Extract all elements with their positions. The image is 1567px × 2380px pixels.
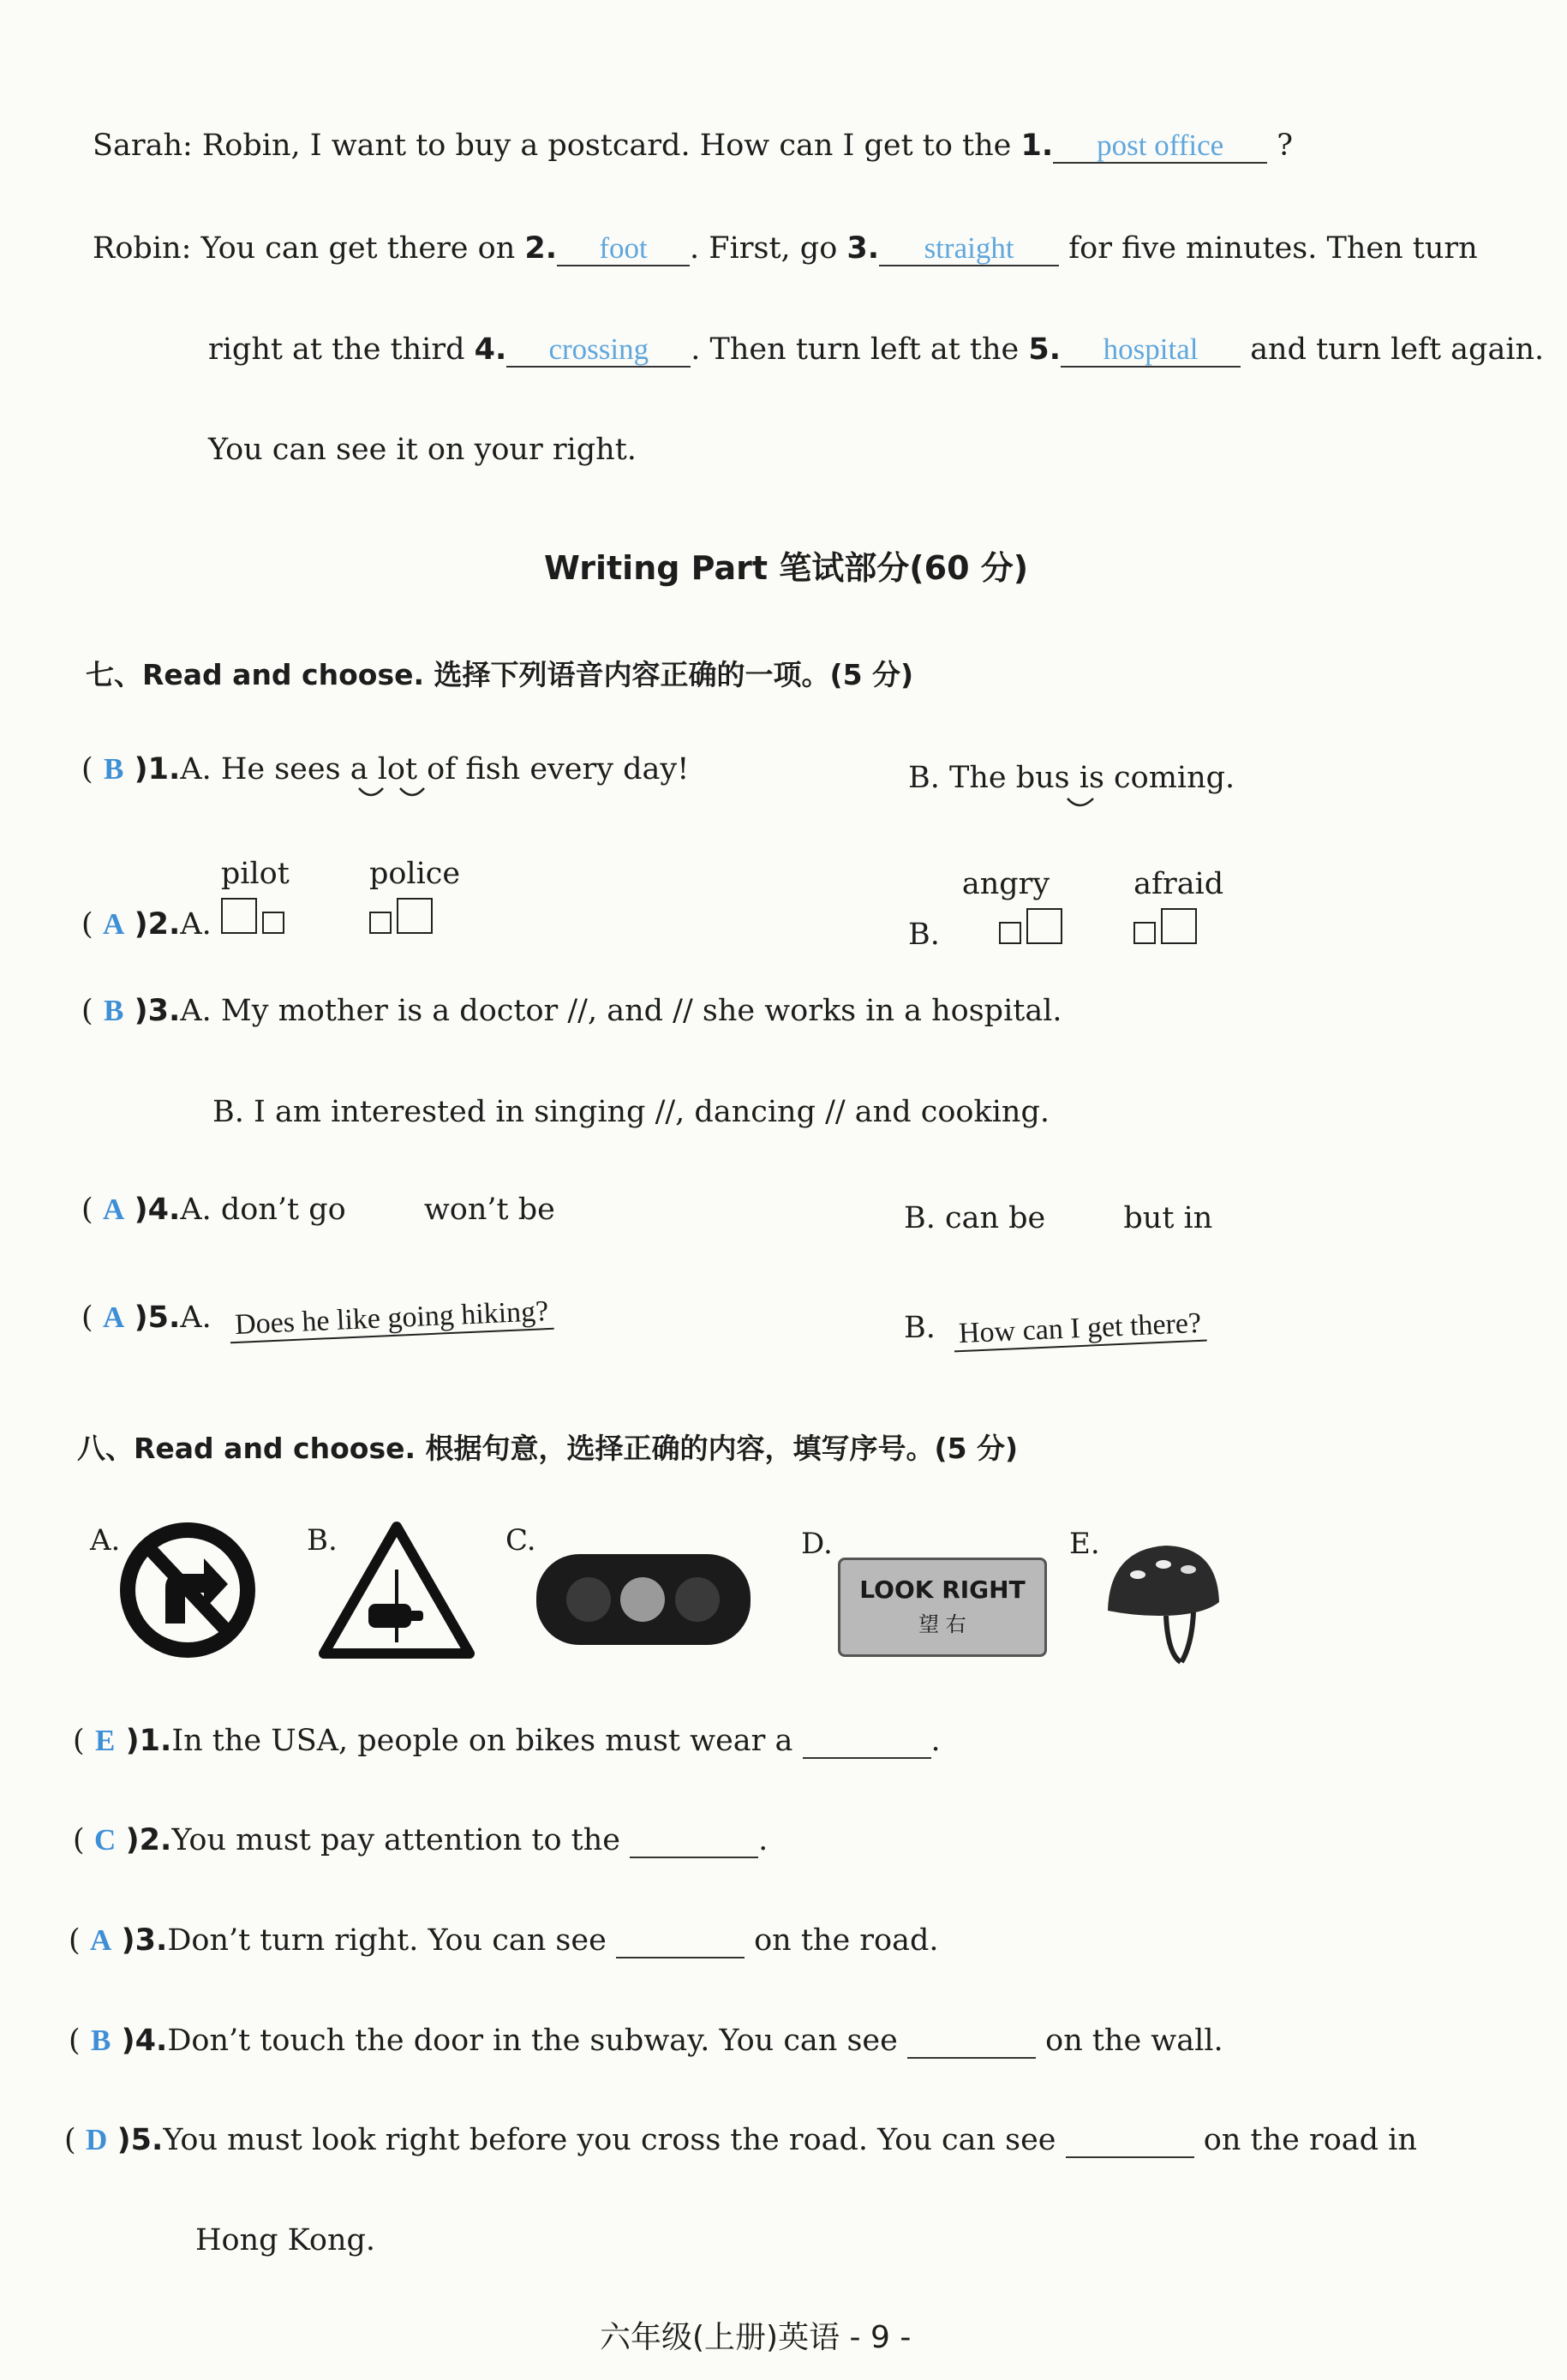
dialogue-line-4: You can see it on your right. xyxy=(208,433,637,467)
speaker-sarah: Sarah: xyxy=(93,129,193,163)
option-text: police xyxy=(368,857,461,891)
do-not-touch-door-icon xyxy=(315,1518,478,1664)
answer-blank-1[interactable]: post office xyxy=(1053,130,1267,164)
option-label: A. xyxy=(180,1193,212,1227)
sign-label-c: C. xyxy=(505,1523,536,1558)
s7-q2-option-b xyxy=(908,867,1242,952)
sign-label-d: D. xyxy=(801,1527,833,1561)
option-label: B. xyxy=(908,918,940,952)
stress-box-big xyxy=(1161,908,1197,944)
s8-q3-answer[interactable]: A xyxy=(90,1923,112,1957)
word-pilot xyxy=(221,857,290,934)
option-label: A. xyxy=(180,907,212,942)
dialogue-line-1 xyxy=(93,129,1293,164)
traffic-light-icon xyxy=(533,1551,754,1649)
s7-q3-option-b xyxy=(212,1095,1050,1129)
s7-q2-answer[interactable]: A xyxy=(103,907,125,941)
section-8-title: 八、Read and choose. 根据句意，选择正确的内容，填写序号。(5 分) xyxy=(77,1432,1019,1465)
s7-q1-option-b xyxy=(908,761,1235,795)
option-label: A. xyxy=(180,752,212,786)
question-number: )2. xyxy=(125,1823,172,1857)
page-footer: 六年级(上册)英语 - 9 - xyxy=(600,2320,912,2355)
intonation-sentence: How can I get there? xyxy=(953,1307,1207,1353)
blank-number: 4. xyxy=(474,332,507,367)
s8-q3-blank[interactable] xyxy=(616,1925,745,1958)
option-text: don’t go xyxy=(220,1193,346,1227)
linking-phrase xyxy=(350,752,456,786)
speaker-robin: Robin: xyxy=(93,231,192,266)
option-label: A. xyxy=(180,1301,212,1335)
question-text: Don’t turn right. You can see xyxy=(167,1923,607,1958)
paren: ( xyxy=(81,1301,93,1335)
s7-question-3 xyxy=(81,994,1062,1028)
question-text: You must pay attention to the xyxy=(171,1823,620,1857)
s8-q1-blank[interactable] xyxy=(803,1725,931,1759)
stress-boxes xyxy=(221,898,290,934)
stress-box-small xyxy=(1133,922,1156,944)
question-number: )3. xyxy=(134,994,181,1028)
s8-q5-blank[interactable] xyxy=(1066,2125,1194,2158)
option-label: B. xyxy=(904,1311,936,1345)
question-number: )1. xyxy=(134,752,181,786)
writing-part-title: Writing Part 笔试部分(60 分) xyxy=(544,549,1029,587)
paren: ( xyxy=(73,1724,85,1758)
option-text: My mother is a doctor //, and // she works in a hospital. xyxy=(220,994,1062,1028)
look-right-road-marking xyxy=(838,1558,1047,1657)
s8-q5-continuation: Hong Kong. xyxy=(195,2223,376,2257)
option-label: B. xyxy=(908,761,940,795)
question-text: Don’t touch the door in the subway. You can see xyxy=(167,2024,898,2058)
word-afraid xyxy=(1133,867,1223,944)
paren: ( xyxy=(81,907,93,942)
sign-label-e: E. xyxy=(1069,1527,1100,1561)
dialogue-text: . First, go xyxy=(690,231,838,266)
s8-question-5 xyxy=(64,2123,1417,2158)
sign-label-b: B. xyxy=(307,1523,338,1558)
option-text: The bus is coming. xyxy=(949,761,1235,795)
question-text: on the wall. xyxy=(1045,2024,1223,2058)
s8-q2-blank[interactable] xyxy=(630,1825,758,1858)
blank-number: 1. xyxy=(1020,129,1054,163)
blank-number: 2. xyxy=(524,231,558,266)
stress-box-big xyxy=(1026,908,1062,944)
question-number: )5. xyxy=(134,1301,181,1335)
option-text: but in xyxy=(1123,1201,1213,1235)
paren: ( xyxy=(81,752,93,786)
dialogue-text: You can get there on xyxy=(200,231,516,266)
s8-q4-blank[interactable] xyxy=(907,2025,1036,2059)
option-text: fish every day! xyxy=(465,752,690,786)
stress-box-small xyxy=(999,922,1021,944)
s7-q3-answer[interactable]: B xyxy=(103,994,124,1027)
option-text: I am interested in singing //, dancing // and cooking. xyxy=(254,1095,1050,1129)
option-label: B. xyxy=(904,1201,936,1235)
s7-q5-option-b xyxy=(904,1307,1206,1350)
question-number: )1. xyxy=(125,1724,172,1758)
no-right-turn-icon xyxy=(118,1521,257,1659)
answer-blank-5[interactable]: hospital xyxy=(1061,334,1241,368)
paren: ( xyxy=(69,2024,81,2058)
s7-question-4 xyxy=(81,1193,555,1227)
s8-q4-answer[interactable]: B xyxy=(90,2024,111,2057)
answer-blank-3[interactable]: straight xyxy=(879,233,1059,266)
link-arc-icon xyxy=(1061,795,1112,812)
s7-q4-answer[interactable]: A xyxy=(103,1193,125,1226)
paren: ( xyxy=(81,1193,93,1227)
s7-question-2 xyxy=(81,857,479,942)
paren: ( xyxy=(73,1823,85,1857)
paren: ( xyxy=(69,1923,81,1958)
s7-question-1 xyxy=(81,752,689,786)
stress-boxes xyxy=(1133,908,1223,944)
s7-question-5 xyxy=(81,1295,553,1341)
option-text: won’t be xyxy=(423,1193,555,1227)
stress-boxes xyxy=(369,898,460,934)
s7-q1-answer[interactable]: B xyxy=(103,752,124,786)
sign-label-a: A. xyxy=(90,1523,121,1558)
question-number: )5. xyxy=(117,2123,164,2157)
link-arcs-icon xyxy=(356,785,458,804)
bike-helmet-icon xyxy=(1099,1534,1223,1671)
option-text: can be xyxy=(945,1201,1046,1235)
option-text: pilot xyxy=(220,857,290,891)
stress-boxes xyxy=(999,908,1062,944)
dialogue-text: right at the third xyxy=(208,332,465,367)
option-text: afraid xyxy=(1133,867,1224,901)
answer-blank-2[interactable]: foot xyxy=(557,233,690,266)
s8-question-3 xyxy=(69,1923,939,1958)
option-label: B. xyxy=(212,1095,244,1129)
s8-question-4 xyxy=(69,2024,1223,2059)
blank-number: 3. xyxy=(846,231,880,266)
look-right-chinese: 望 右 xyxy=(918,1612,966,1636)
stress-box-small xyxy=(262,912,284,934)
stress-box-small xyxy=(369,912,392,934)
dialogue-line-2 xyxy=(93,231,1478,266)
question-number: )4. xyxy=(121,2024,168,2058)
s8-q1-answer[interactable]: E xyxy=(94,1724,116,1757)
s7-q4-option-b xyxy=(904,1201,1212,1235)
paren: ( xyxy=(64,2123,76,2157)
dialogue-text: for five minutes. Then turn xyxy=(1068,231,1478,266)
s7-q5-answer[interactable]: A xyxy=(103,1301,125,1334)
option-text: a lot of xyxy=(350,752,457,786)
dialogue-text: Robin, I want to buy a postcard. How can I get to the xyxy=(201,129,1012,163)
question-text: You must look right before you cross the road. You can see xyxy=(163,2123,1056,2157)
question-number: )3. xyxy=(121,1923,168,1958)
word-angry xyxy=(949,867,1062,944)
question-number: )2. xyxy=(134,907,181,942)
section-7-title: 七、Read and choose. 选择下列语音内容正确的一项。(5 分) xyxy=(86,658,914,691)
question-text: on the road in xyxy=(1203,2123,1417,2157)
s8-question-2 xyxy=(73,1823,768,1858)
question-text: . xyxy=(758,1823,769,1857)
blank-number: 5. xyxy=(1028,332,1062,367)
option-text: He sees xyxy=(220,752,341,786)
question-text: In the USA, people on bikes must wear a xyxy=(171,1724,793,1758)
intonation-sentence: Does he like going hiking? xyxy=(229,1295,554,1343)
dialogue-line-3 xyxy=(208,332,1544,368)
option-label: A. xyxy=(180,994,212,1028)
option-text: angry xyxy=(961,867,1050,901)
look-right-text: LOOK RIGHT xyxy=(859,1576,1026,1604)
paren: ( xyxy=(81,994,93,1028)
dialogue-text: . Then turn left at the xyxy=(691,332,1020,367)
answer-blank-4[interactable]: crossing xyxy=(506,334,691,368)
dialogue-text: ? xyxy=(1277,129,1294,163)
stress-box-big xyxy=(221,898,257,934)
question-number: )4. xyxy=(134,1193,181,1227)
question-text: on the road. xyxy=(754,1923,939,1958)
word-police xyxy=(369,857,460,934)
s8-q2-answer[interactable]: C xyxy=(94,1823,117,1857)
s8-q5-answer[interactable]: D xyxy=(86,2123,108,2156)
stress-box-big xyxy=(397,898,433,934)
s8-question-1 xyxy=(73,1724,941,1759)
dialogue-text: and turn left again. xyxy=(1250,332,1545,367)
question-text: . xyxy=(930,1724,941,1758)
